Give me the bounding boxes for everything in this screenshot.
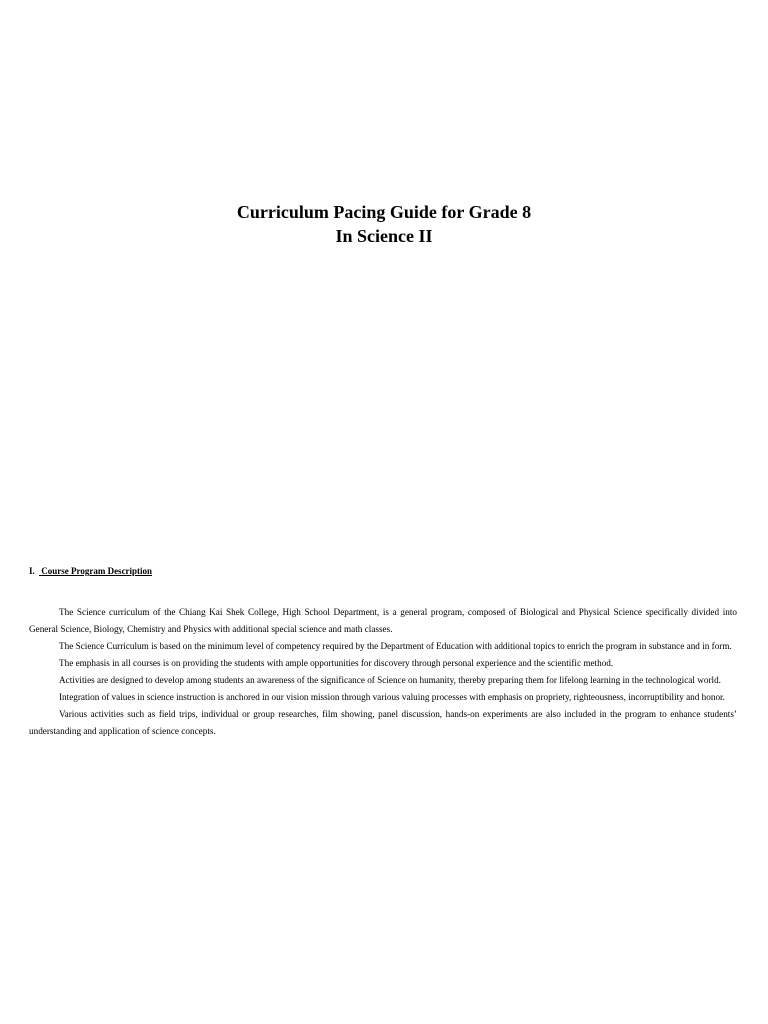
paragraph: The Science curriculum of the Chiang Kai Shek College, High School Department, is a general program, composed of Biological and Physical Science specifically divided into General Science, Biology, Chemistry and Physics with additional special science and math classes. — [29, 607, 737, 634]
section-heading-text: Course Program Description — [41, 566, 153, 576]
document-title — [0, 200, 768, 248]
section-body — [29, 604, 737, 740]
paragraph: The Science Curriculum is based on the minimum level of competency required by the Department of Education with additional topics to enrich the program in substance and in form. — [59, 641, 732, 651]
section-heading — [29, 566, 152, 576]
title-line-1: Curriculum Pacing Guide for Grade 8 — [236, 202, 532, 222]
section-number: I. — [29, 566, 35, 576]
paragraph: Activities are designed to develop among students an awareness of the significance of Science on humanity, thereby preparing them for lifelong learning in the technological world. — [59, 675, 721, 685]
paragraph: Integration of values in science instruction is anchored in our vision mission through various valuing processes with emphasis on propriety, righteousness, incorruptibility and honor. — [59, 692, 725, 702]
paragraph: The emphasis in all courses is on providing the students with ample opportunities for discovery through personal experience and the scientific method. — [59, 658, 614, 668]
paragraph: Various activities such as field trips, individual or group researches, film showing, panel discussion, hands-on experiments are also included in the program to enhance students’ understanding and application of science concepts. — [29, 709, 737, 736]
title-line-2: In Science II — [335, 226, 433, 246]
